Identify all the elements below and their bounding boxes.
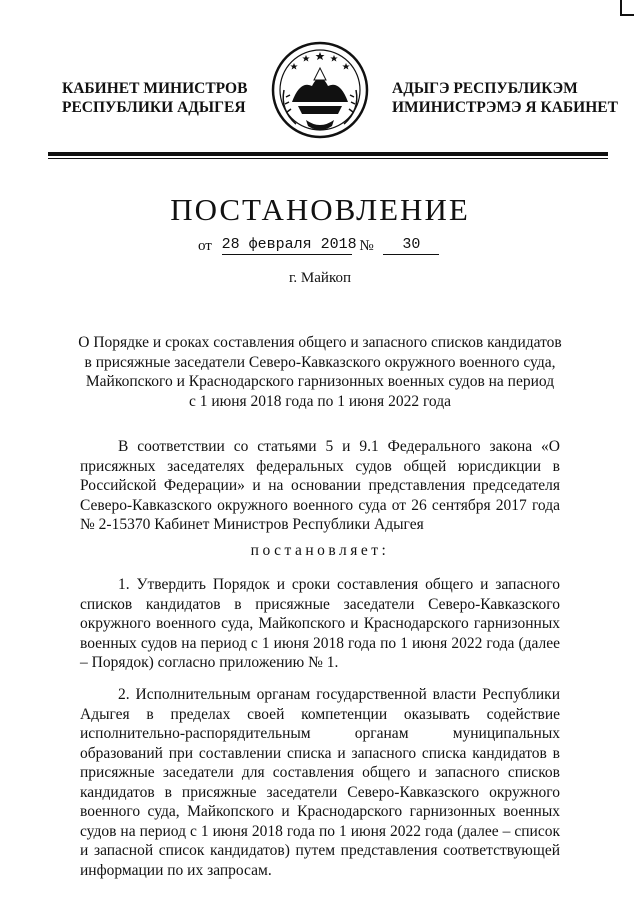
header-divider-thick [48,152,608,156]
date-value: 28 февраля 2018 [221,236,357,253]
number-value: 30 [383,236,439,255]
scan-corner-mark [620,0,634,16]
issuer-name-russian-line-2: РЕСПУБЛИКИ АДЫГЕЯ [62,99,246,116]
header-divider-thin [48,158,608,159]
city: г. Майкоп [288,270,352,286]
date-number-line [198,236,439,255]
issuer-name-adyghe-line-2: ИМИНИСТРЭМЭ Я КАБИНЕТ [392,99,618,116]
resolves-heading: постановляет: [250,542,390,559]
issuer-name-russian-line-1: КАБИНЕТ МИНИСТРОВ [62,80,248,97]
preamble-paragraph: В соответствии со статьями 5 и 9.1 Федерального закона «О присяжных заседателях федеральных судов общей юрисдикции в Российской Федерации» и на основании представления председателя Северо-Кавказского окружного военного суда от 26 сентября 2017 года № 2-15370 Кабинет Министров Республики Адыгея [80,438,560,533]
document-subject [70,333,570,411]
clause-1-paragraph: 1. Утвердить Порядок и сроки составления общего и запасного списков кандидатов в присяжные заседатели Северо-Кавказского окружного военного суда, Майкопского и Краснодарского гарнизонных военных судов на период с 1 июня 2018 года по 1 июня 2022 года (далее – Порядок) согласно приложению № 1. [80,576,560,671]
issuer-name-adyghe [392,79,618,117]
subject-line: с 1 июня 2018 года по 1 июня 2022 года [189,392,451,410]
subject-line: О Порядке и сроках составления общего и запасного списков кандидатов [78,334,562,351]
clause-2-paragraph: 2. Исполнительным органам государственной власти Республики Адыгея в пределах своей компетенции оказывать содействие исполнительно-распорядительным органам муниципальных образований при составлении списка и запасного списка кандидатов в присяжные заседатели для составления общего и запасного списков кандидатов в присяжные заседатели Северо-Кавказского окружного военного суда, Майкопского и Краснодарского гарнизонных военных судов на период с 1 июня 2018 года по 1 июня 2022 года (далее – список и запасной список кандидатов) путем представления соответствующей информации по их запросам. [80,686,560,879]
coat-of-arms-emblem [270,40,370,140]
date-label: от [198,238,212,254]
subject-line: Майкопского и Краснодарского гарнизонных военных судов на период [85,373,555,390]
issuer-name-russian [62,79,247,117]
issuer-name-adyghe-line-1: АДЫГЭ РЕСПУБЛИКЭМ [392,80,578,97]
document-title: ПОСТАНОВЛЕНИЕ [170,192,470,227]
number-label: № [359,238,374,254]
subject-line: в присяжные заседатели Северо-Кавказского окружного военного суда, [84,353,556,371]
